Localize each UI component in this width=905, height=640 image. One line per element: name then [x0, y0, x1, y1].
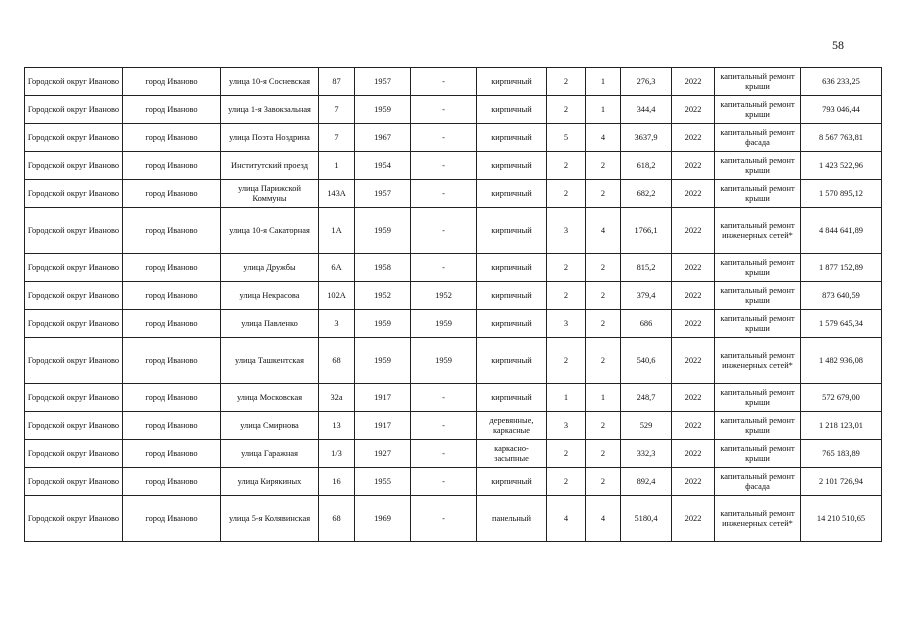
cell-material: кирпичный [477, 254, 547, 282]
cell-area: 618,2 [621, 152, 672, 180]
cell-work-type: капитальный ремонт крыши [715, 152, 801, 180]
cell-city: город Иваново [123, 496, 221, 542]
cell-district: Городской округ Иваново [25, 310, 123, 338]
cell-year-built: 1957 [355, 180, 411, 208]
cell-district: Городской округ Иваново [25, 68, 123, 96]
cell-district: Городской округ Иваново [25, 440, 123, 468]
cell-year-work: 2022 [672, 152, 715, 180]
cell-district: Городской округ Иваново [25, 384, 123, 412]
cell-work-type: капитальный ремонт крыши [715, 310, 801, 338]
table-row [25, 310, 882, 338]
cell-area: 529 [621, 412, 672, 440]
cell-cost: 1 570 895,12 [801, 180, 882, 208]
cell-area: 3637,9 [621, 124, 672, 152]
cell-year-work: 2022 [672, 338, 715, 384]
cell-house: 6А [319, 254, 355, 282]
cell-cost: 2 101 726,94 [801, 468, 882, 496]
cell-floors: 2 [547, 68, 586, 96]
cell-year-work: 2022 [672, 254, 715, 282]
cell-work-type: капитальный ремонт инженерных сетей* [715, 208, 801, 254]
cell-floors: 2 [547, 338, 586, 384]
table-row [25, 384, 882, 412]
cell-material: кирпичный [477, 124, 547, 152]
cell-year-reconstruction: - [411, 440, 477, 468]
cell-district: Городской округ Иваново [25, 208, 123, 254]
cell-floors: 2 [547, 468, 586, 496]
cell-area: 248,7 [621, 384, 672, 412]
cell-year-work: 2022 [672, 440, 715, 468]
page-number: 58 [832, 38, 844, 52]
cell-year-built: 1957 [355, 68, 411, 96]
cell-year-work: 2022 [672, 496, 715, 542]
table-row [25, 338, 882, 384]
cell-year-reconstruction: - [411, 124, 477, 152]
cell-street: улица Парижской Коммуны [221, 180, 319, 208]
cell-cost: 636 233,25 [801, 68, 882, 96]
cell-material: кирпичный [477, 282, 547, 310]
cell-work-type: капитальный ремонт крыши [715, 440, 801, 468]
table-row [25, 152, 882, 180]
cell-cost: 572 679,00 [801, 384, 882, 412]
cell-city: город Иваново [123, 338, 221, 384]
cell-floors: 2 [547, 440, 586, 468]
cell-year-work: 2022 [672, 124, 715, 152]
cell-entrances: 1 [586, 384, 621, 412]
cell-material: кирпичный [477, 310, 547, 338]
cell-house: 87 [319, 68, 355, 96]
cell-district: Городской округ Иваново [25, 152, 123, 180]
cell-cost: 1 877 152,89 [801, 254, 882, 282]
cell-district: Городской округ Иваново [25, 124, 123, 152]
cell-year-reconstruction: - [411, 208, 477, 254]
cell-year-work: 2022 [672, 180, 715, 208]
cell-area: 332,3 [621, 440, 672, 468]
cell-street: улица Гаражная [221, 440, 319, 468]
cell-work-type: капитальный ремонт фасада [715, 468, 801, 496]
cell-area: 815,2 [621, 254, 672, 282]
cell-street: улица 10-я Сакаторная [221, 208, 319, 254]
cell-cost: 765 183,89 [801, 440, 882, 468]
table-row [25, 412, 882, 440]
cell-cost: 8 567 763,81 [801, 124, 882, 152]
cell-house: 3 [319, 310, 355, 338]
cell-house: 7 [319, 96, 355, 124]
cell-area: 892,4 [621, 468, 672, 496]
cell-material: кирпичный [477, 338, 547, 384]
cell-material: деревянные, каркасные [477, 412, 547, 440]
cell-area: 5180,4 [621, 496, 672, 542]
cell-city: город Иваново [123, 124, 221, 152]
cell-year-reconstruction: - [411, 254, 477, 282]
cell-district: Городской округ Иваново [25, 468, 123, 496]
cell-material: кирпичный [477, 68, 547, 96]
table-row [25, 254, 882, 282]
cell-entrances: 4 [586, 496, 621, 542]
cell-city: город Иваново [123, 96, 221, 124]
cell-entrances: 2 [586, 310, 621, 338]
table-row [25, 180, 882, 208]
cell-entrances: 4 [586, 208, 621, 254]
cell-street: улица Некрасова [221, 282, 319, 310]
cell-cost: 4 844 641,89 [801, 208, 882, 254]
cell-year-reconstruction: - [411, 96, 477, 124]
cell-year-built: 1917 [355, 384, 411, 412]
cell-entrances: 2 [586, 152, 621, 180]
cell-entrances: 2 [586, 412, 621, 440]
cell-floors: 3 [547, 310, 586, 338]
housing-repair-table [24, 67, 882, 542]
cell-year-work: 2022 [672, 468, 715, 496]
cell-year-reconstruction: - [411, 152, 477, 180]
cell-floors: 2 [547, 180, 586, 208]
cell-city: город Иваново [123, 384, 221, 412]
cell-material: каркасно-засыпные [477, 440, 547, 468]
cell-city: город Иваново [123, 282, 221, 310]
cell-year-built: 1955 [355, 468, 411, 496]
cell-material: кирпичный [477, 180, 547, 208]
cell-year-reconstruction: - [411, 468, 477, 496]
cell-material: кирпичный [477, 152, 547, 180]
cell-work-type: капитальный ремонт крыши [715, 180, 801, 208]
cell-year-reconstruction: 1959 [411, 310, 477, 338]
cell-material: панельный [477, 496, 547, 542]
cell-entrances: 2 [586, 254, 621, 282]
cell-year-built: 1959 [355, 208, 411, 254]
cell-district: Городской округ Иваново [25, 282, 123, 310]
cell-year-reconstruction: 1952 [411, 282, 477, 310]
cell-area: 686 [621, 310, 672, 338]
cell-year-reconstruction: - [411, 180, 477, 208]
cell-cost: 873 640,59 [801, 282, 882, 310]
cell-year-built: 1927 [355, 440, 411, 468]
cell-street: улица Кирякиных [221, 468, 319, 496]
cell-year-built: 1969 [355, 496, 411, 542]
cell-year-reconstruction: - [411, 68, 477, 96]
cell-cost: 1 423 522,96 [801, 152, 882, 180]
cell-house: 143А [319, 180, 355, 208]
cell-street: улица 5-я Колявинская [221, 496, 319, 542]
cell-year-work: 2022 [672, 68, 715, 96]
cell-year-work: 2022 [672, 310, 715, 338]
cell-city: город Иваново [123, 254, 221, 282]
cell-material: кирпичный [477, 208, 547, 254]
cell-house: 32а [319, 384, 355, 412]
cell-work-type: капитальный ремонт крыши [715, 254, 801, 282]
cell-entrances: 2 [586, 338, 621, 384]
cell-house: 1 [319, 152, 355, 180]
cell-material: кирпичный [477, 96, 547, 124]
cell-work-type: капитальный ремонт крыши [715, 384, 801, 412]
cell-house: 1/3 [319, 440, 355, 468]
cell-area: 344,4 [621, 96, 672, 124]
cell-year-work: 2022 [672, 384, 715, 412]
cell-house: 13 [319, 412, 355, 440]
cell-house: 102А [319, 282, 355, 310]
cell-cost: 1 218 123,01 [801, 412, 882, 440]
cell-cost: 793 046,44 [801, 96, 882, 124]
cell-house: 1А [319, 208, 355, 254]
table-row [25, 208, 882, 254]
cell-work-type: капитальный ремонт фасада [715, 124, 801, 152]
cell-year-work: 2022 [672, 208, 715, 254]
cell-district: Городской округ Иваново [25, 96, 123, 124]
cell-year-work: 2022 [672, 282, 715, 310]
cell-entrances: 1 [586, 68, 621, 96]
cell-year-reconstruction: - [411, 412, 477, 440]
cell-area: 682,2 [621, 180, 672, 208]
cell-area: 540,6 [621, 338, 672, 384]
table-row [25, 282, 882, 310]
cell-cost: 1 482 936,08 [801, 338, 882, 384]
cell-house: 68 [319, 338, 355, 384]
cell-city: город Иваново [123, 180, 221, 208]
cell-city: город Иваново [123, 440, 221, 468]
cell-work-type: капитальный ремонт крыши [715, 412, 801, 440]
cell-street: улица Павленко [221, 310, 319, 338]
cell-city: город Иваново [123, 152, 221, 180]
cell-year-work: 2022 [672, 412, 715, 440]
cell-floors: 2 [547, 282, 586, 310]
cell-area: 379,4 [621, 282, 672, 310]
cell-district: Городской округ Иваново [25, 180, 123, 208]
table-row [25, 68, 882, 96]
cell-material: кирпичный [477, 384, 547, 412]
cell-street: улица 10-я Сосневская [221, 68, 319, 96]
cell-area: 276,3 [621, 68, 672, 96]
cell-house: 7 [319, 124, 355, 152]
cell-year-built: 1967 [355, 124, 411, 152]
cell-entrances: 2 [586, 440, 621, 468]
cell-year-reconstruction: - [411, 384, 477, 412]
table-row [25, 96, 882, 124]
cell-district: Городской округ Иваново [25, 496, 123, 542]
table-row [25, 496, 882, 542]
cell-entrances: 2 [586, 282, 621, 310]
cell-district: Городской округ Иваново [25, 412, 123, 440]
cell-year-built: 1959 [355, 310, 411, 338]
cell-floors: 5 [547, 124, 586, 152]
cell-work-type: капитальный ремонт инженерных сетей* [715, 496, 801, 542]
cell-city: город Иваново [123, 310, 221, 338]
cell-street: улица Дружбы [221, 254, 319, 282]
cell-house: 16 [319, 468, 355, 496]
cell-district: Городской округ Иваново [25, 338, 123, 384]
cell-floors: 4 [547, 496, 586, 542]
cell-entrances: 2 [586, 180, 621, 208]
cell-year-built: 1958 [355, 254, 411, 282]
cell-cost: 1 579 645,34 [801, 310, 882, 338]
cell-city: город Иваново [123, 412, 221, 440]
cell-street: улица Ташкентская [221, 338, 319, 384]
cell-material: кирпичный [477, 468, 547, 496]
cell-entrances: 2 [586, 468, 621, 496]
cell-work-type: капитальный ремонт крыши [715, 282, 801, 310]
cell-street: Институтский проезд [221, 152, 319, 180]
cell-floors: 3 [547, 208, 586, 254]
cell-year-built: 1959 [355, 96, 411, 124]
cell-year-built: 1952 [355, 282, 411, 310]
cell-district: Городской округ Иваново [25, 254, 123, 282]
cell-work-type: капитальный ремонт инженерных сетей* [715, 338, 801, 384]
cell-year-built: 1959 [355, 338, 411, 384]
cell-year-reconstruction: - [411, 496, 477, 542]
cell-year-work: 2022 [672, 96, 715, 124]
cell-year-built: 1917 [355, 412, 411, 440]
cell-floors: 3 [547, 412, 586, 440]
cell-street: улица Поэта Ноздрина [221, 124, 319, 152]
cell-house: 68 [319, 496, 355, 542]
cell-street: улица 1-я Завокзальная [221, 96, 319, 124]
cell-street: улица Московская [221, 384, 319, 412]
cell-city: город Иваново [123, 68, 221, 96]
table-row [25, 468, 882, 496]
table-row [25, 440, 882, 468]
cell-city: город Иваново [123, 468, 221, 496]
cell-area: 1766,1 [621, 208, 672, 254]
cell-entrances: 1 [586, 96, 621, 124]
cell-entrances: 4 [586, 124, 621, 152]
table-row [25, 124, 882, 152]
cell-year-built: 1954 [355, 152, 411, 180]
cell-work-type: капитальный ремонт крыши [715, 68, 801, 96]
cell-year-reconstruction: 1959 [411, 338, 477, 384]
cell-floors: 2 [547, 254, 586, 282]
cell-city: город Иваново [123, 208, 221, 254]
cell-floors: 1 [547, 384, 586, 412]
cell-floors: 2 [547, 152, 586, 180]
cell-work-type: капитальный ремонт крыши [715, 96, 801, 124]
cell-cost: 14 210 510,65 [801, 496, 882, 542]
cell-street: улица Смирнова [221, 412, 319, 440]
cell-floors: 2 [547, 96, 586, 124]
